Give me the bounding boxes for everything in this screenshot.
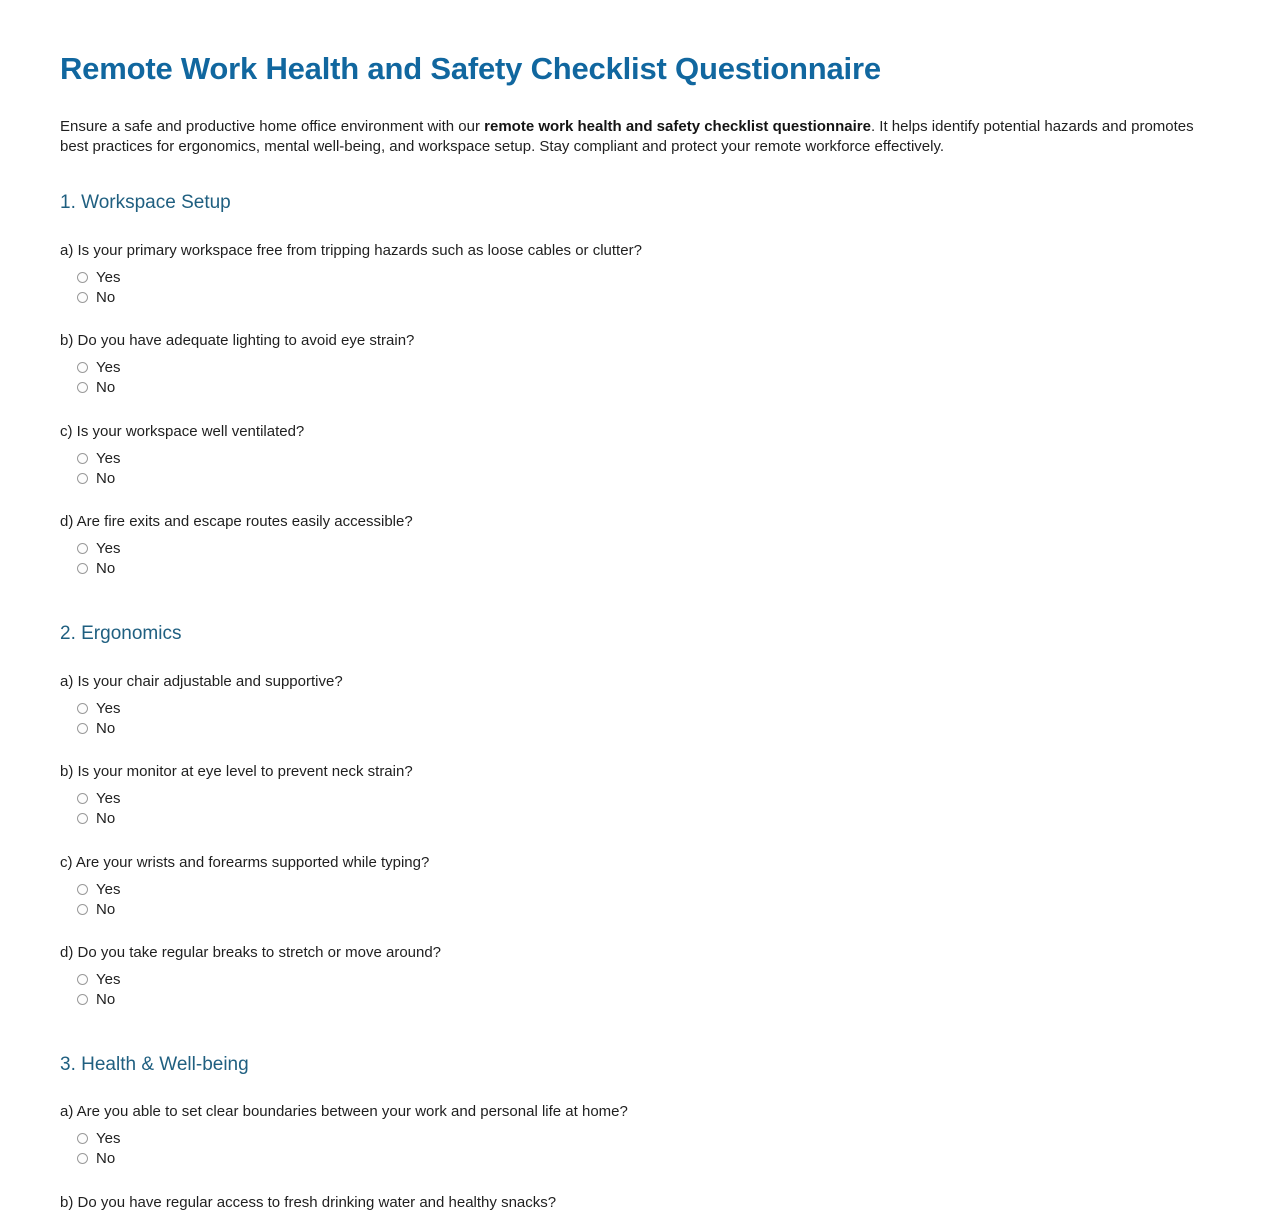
question-text: d) Are fire exits and escape routes easily accessible?: [60, 513, 413, 531]
option-row-yes[interactable]: [77, 267, 1203, 287]
question-text: d) Do you take regular breaks to stretch or move around?: [60, 944, 442, 962]
option-row-yes[interactable]: [77, 789, 1203, 809]
question-block: [60, 512, 1203, 579]
page-title: Remote Work Health and Safety Checklist Questionnaire: [60, 51, 881, 86]
question-text: a) Are you able to set clear boundaries between your work and personal life at home?: [60, 1103, 628, 1121]
option-row-yes[interactable]: [77, 970, 1203, 990]
radio-icon[interactable]: [77, 884, 88, 895]
question-text: c) Is your workspace well ventilated?: [60, 422, 305, 440]
question-block: [60, 943, 1203, 1010]
option-label: No: [96, 379, 116, 397]
option-label: Yes: [96, 268, 121, 286]
radio-icon[interactable]: [77, 382, 88, 393]
option-label: Yes: [96, 790, 121, 808]
radio-icon[interactable]: [77, 793, 88, 804]
option-row-yes[interactable]: [77, 358, 1203, 378]
options-group: [60, 698, 1203, 738]
question-text: a) Is your primary workspace free from tripping hazards such as loose cables or clutter?: [60, 241, 642, 259]
radio-icon[interactable]: [77, 904, 88, 915]
question-text: b) Is your monitor at eye level to prevent neck strain?: [60, 763, 413, 781]
question-text: b) Do you have adequate lighting to avoid eye strain?: [60, 332, 415, 350]
option-row-no[interactable]: [77, 559, 1203, 579]
option-row-no[interactable]: [77, 899, 1203, 919]
question-block: [60, 762, 1203, 829]
option-label: Yes: [96, 359, 121, 377]
question-text: a) Is your chair adjustable and supportive?: [60, 672, 343, 690]
intro-paragraph: [60, 117, 1203, 158]
radio-icon[interactable]: [77, 473, 88, 484]
option-row-no[interactable]: [77, 809, 1203, 829]
radio-icon[interactable]: [77, 543, 88, 554]
radio-icon[interactable]: [77, 974, 88, 985]
intro-lead-text: Ensure a safe and productive home office environment with our: [60, 117, 485, 135]
option-label: Yes: [96, 880, 121, 898]
option-label: No: [96, 288, 116, 306]
option-row-no[interactable]: [77, 1149, 1203, 1169]
option-label: No: [96, 560, 116, 578]
options-group: [60, 448, 1203, 488]
section-ergonomics: [60, 623, 1203, 1010]
radio-icon[interactable]: [77, 563, 88, 574]
option-label: Yes: [96, 699, 121, 717]
option-row-yes[interactable]: [77, 698, 1203, 718]
option-row-yes[interactable]: [77, 448, 1203, 468]
option-label: Yes: [96, 971, 121, 989]
option-row-no[interactable]: [77, 287, 1203, 307]
question-block: [60, 672, 1203, 739]
option-label: No: [96, 900, 116, 918]
option-row-no[interactable]: [77, 468, 1203, 488]
options-group: [60, 970, 1203, 1010]
options-group: [60, 879, 1203, 919]
option-label: No: [96, 810, 116, 828]
option-row-yes[interactable]: [77, 1129, 1203, 1149]
radio-icon[interactable]: [77, 1133, 88, 1144]
radio-icon[interactable]: [77, 292, 88, 303]
radio-icon[interactable]: [77, 994, 88, 1005]
option-label: Yes: [96, 1130, 121, 1148]
question-block: [60, 853, 1203, 920]
option-label: Yes: [96, 540, 121, 558]
radio-icon[interactable]: [77, 813, 88, 824]
section-health-wellbeing: [60, 1054, 1203, 1212]
question-block: [60, 1102, 1203, 1169]
options-group: [60, 539, 1203, 579]
question-block: [60, 241, 1203, 308]
option-row-no[interactable]: [77, 378, 1203, 398]
option-row-yes[interactable]: [77, 539, 1203, 559]
section-heading: 3. Health & Well-being: [60, 1053, 249, 1075]
options-group: [60, 789, 1203, 829]
option-label: Yes: [96, 449, 121, 467]
section-heading: 2. Ergonomics: [60, 622, 182, 644]
option-label: No: [96, 469, 116, 487]
radio-icon[interactable]: [77, 272, 88, 283]
question-block: [60, 331, 1203, 398]
option-label: No: [96, 991, 116, 1009]
radio-icon[interactable]: [77, 1153, 88, 1164]
question-block: [60, 422, 1203, 489]
option-row-no[interactable]: [77, 718, 1203, 738]
intro-emphasis-text: remote work health and safety checklist questionnaire: [484, 117, 871, 135]
radio-icon[interactable]: [77, 723, 88, 734]
question-text-partial: b) Do you have regular access to fresh drinking water and healthy snacks?: [60, 1193, 557, 1211]
question-text: c) Are your wrists and forearms supported while typing?: [60, 853, 430, 871]
section-workspace-setup: [60, 192, 1203, 579]
option-row-yes[interactable]: [77, 879, 1203, 899]
options-group: [60, 358, 1203, 398]
options-group: [60, 267, 1203, 307]
intro-tail-text: . It helps identify potential hazards and promotes best practices for ergonomics, mental well-being, and workspace setup. Stay compliant and protect your remote workforce effectively.: [60, 117, 1194, 156]
option-label: No: [96, 719, 116, 737]
radio-icon[interactable]: [77, 453, 88, 464]
option-label: No: [96, 1150, 116, 1168]
options-group: [60, 1129, 1203, 1169]
radio-icon[interactable]: [77, 703, 88, 714]
radio-icon[interactable]: [77, 362, 88, 373]
section-heading: 1. Workspace Setup: [60, 192, 231, 214]
option-row-no[interactable]: [77, 990, 1203, 1010]
